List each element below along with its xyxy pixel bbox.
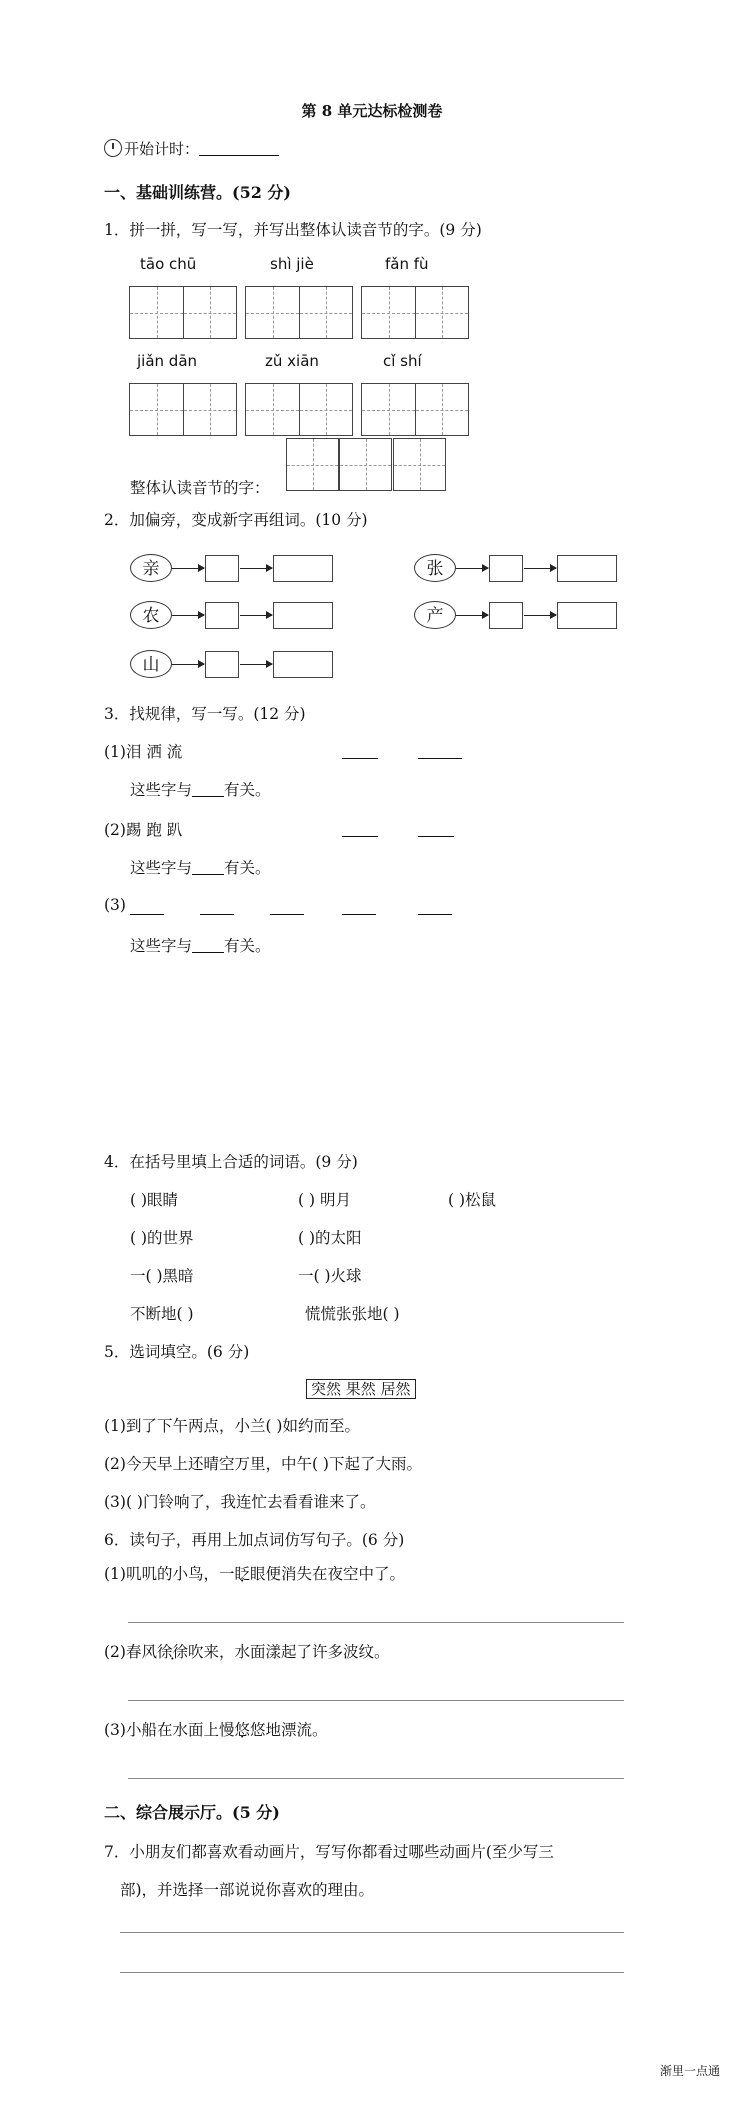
page-title: 第 8 单元达标检测卷	[301, 102, 443, 120]
q2-word-box[interactable]	[273, 651, 333, 678]
q6-s2-pre: (2)春风	[104, 1643, 157, 1661]
pinyin-6: cǐ shí	[383, 352, 422, 370]
q3-blank[interactable]	[418, 900, 452, 915]
pinyin-2: shì jiè	[270, 255, 314, 273]
q3-rel-pre: 这些字与	[130, 781, 193, 799]
q3-blank[interactable]	[342, 822, 378, 837]
q4-prompt: 4．在括号里填上合适的词语。(9 分)	[104, 1153, 358, 1171]
q4-item[interactable]: ( ) 明月	[298, 1191, 351, 1209]
q3-rel-blank[interactable]	[192, 938, 224, 953]
timer-row	[104, 138, 279, 159]
q6-s1-pre: (1)叽叽的小鸟，	[104, 1565, 219, 1583]
whole-syllable-box[interactable]	[393, 438, 446, 491]
q2-word-box[interactable]	[557, 602, 617, 629]
footer-brand: 渐里一点通	[660, 2064, 721, 2078]
q2-prompt: 2．加偏旁，变成新字再组词。(10 分)	[104, 511, 368, 529]
q3-rel-post: 有关。	[224, 781, 271, 799]
q3-row-3: (3)	[104, 896, 126, 914]
q2-radical-box[interactable]	[205, 651, 239, 678]
whole-syllable-label: 整体认读音节的字：	[130, 479, 270, 497]
arrow-icon	[524, 615, 556, 616]
tianzige-1[interactable]	[129, 286, 237, 339]
q3-blank[interactable]	[418, 744, 462, 759]
q5-word-bank	[306, 1378, 416, 1399]
q6-sentence-1	[104, 1562, 405, 1584]
q3-blank[interactable]	[342, 900, 376, 915]
q2-char: 山	[130, 650, 172, 678]
pinyin-4: jiǎn dān	[137, 352, 198, 370]
q4-item[interactable]: 一( )火球	[298, 1267, 362, 1285]
q3-rel-pre: 这些字与	[130, 937, 193, 955]
answer-line[interactable]	[128, 1622, 624, 1623]
q3-rel-blank[interactable]	[192, 782, 224, 797]
q6-sentence-3	[104, 1718, 328, 1740]
q2-word-box[interactable]	[273, 602, 333, 629]
arrow-icon	[524, 568, 556, 569]
answer-line[interactable]	[120, 1932, 624, 1933]
q3-blank[interactable]	[270, 900, 304, 915]
answer-line[interactable]	[120, 1972, 624, 1973]
q3-rel-post: 有关。	[224, 937, 271, 955]
q2-radical-box[interactable]	[205, 602, 239, 629]
q6-prompt: 6．读句子，再用上加点词仿写句子。(6 分)	[104, 1531, 405, 1549]
q2-word-box[interactable]	[273, 555, 333, 582]
q4-item[interactable]: 不断地( )	[130, 1305, 194, 1323]
q3-prompt: 3．找规律，写一写。(12 分)	[104, 705, 306, 723]
q2-radical-box[interactable]	[205, 555, 239, 582]
arrow-icon	[456, 568, 488, 569]
answer-line[interactable]	[128, 1778, 624, 1779]
tianzige-2[interactable]	[245, 286, 353, 339]
q3-row-1	[104, 740, 182, 762]
q6-s3-post: 地漂流。	[265, 1721, 328, 1739]
arrow-icon	[240, 615, 272, 616]
pinyin-1: tāo chū	[140, 255, 197, 273]
section-2-heading: 二、综合展示厅。(5 分)	[104, 1803, 280, 1822]
arrow-icon	[172, 568, 204, 569]
arrow-icon	[172, 664, 204, 665]
q3-rel-3	[130, 934, 271, 956]
q1-prompt: 1．拼一拼，写一写，并写出整体认读音节的字。(9 分)	[104, 221, 482, 239]
q6-s1-dotted: 一眨眼	[218, 1565, 266, 1583]
q3-row-1-text: (1)泪 洒 流	[104, 743, 183, 761]
q7-line-1: 7．小朋友们都喜欢看动画片，写写你都看过哪些动画片(至少写三	[104, 1843, 554, 1861]
q3-blank[interactable]	[200, 900, 234, 915]
q4-item[interactable]: ( )松鼠	[448, 1191, 497, 1209]
q5-sentence-1[interactable]: (1)到了下午两点，小兰( )如约而至。	[104, 1417, 360, 1435]
q2-word-box[interactable]	[557, 555, 617, 582]
q3-blank[interactable]	[418, 822, 454, 837]
q3-rel-1	[130, 778, 271, 800]
q2-char: 亲	[130, 554, 172, 582]
tianzige-6[interactable]	[361, 383, 469, 436]
word-bank-box: 突然 果然 居然	[306, 1379, 416, 1399]
whole-syllable-box[interactable]	[339, 438, 392, 491]
q3-blank[interactable]	[342, 744, 378, 759]
q3-rel-post: 有关。	[224, 859, 271, 877]
arrow-icon	[240, 568, 272, 569]
q7-line-2: 部)，并选择一部说说你喜欢的理由。	[120, 1881, 375, 1899]
section-1-heading: 一、基础训练营。(52 分)	[104, 183, 291, 202]
q6-s3-dotted: 慢悠悠	[218, 1721, 266, 1739]
q6-s2-dotted: 徐徐	[156, 1643, 188, 1661]
q2-radical-box[interactable]	[489, 602, 523, 629]
q4-item[interactable]: ( )的太阳	[298, 1229, 362, 1247]
arrow-icon	[240, 664, 272, 665]
timer-blank[interactable]	[199, 141, 279, 156]
q5-sentence-2[interactable]: (2)今天早上还晴空万里，中午( )下起了大雨。	[104, 1455, 422, 1473]
tianzige-5[interactable]	[245, 383, 353, 436]
arrow-icon	[172, 615, 204, 616]
q2-radical-box[interactable]	[489, 555, 523, 582]
q5-sentence-3[interactable]: (3)( )门铃响了，我连忙去看看谁来了。	[104, 1493, 376, 1511]
tianzige-3[interactable]	[361, 286, 469, 339]
q3-row-2	[104, 818, 182, 840]
q3-rel-blank[interactable]	[192, 860, 224, 875]
q3-row-2-text: (2)踢 跑 趴	[104, 821, 183, 839]
q5-prompt: 5．选词填空。(6 分)	[104, 1343, 250, 1361]
q3-blank[interactable]	[130, 900, 164, 915]
whole-syllable-box[interactable]	[286, 438, 339, 491]
q4-item[interactable]: ( )的世界	[130, 1229, 194, 1247]
q6-s3-pre: (3)小船在水面上	[104, 1721, 219, 1739]
q6-sentence-2	[104, 1640, 390, 1662]
q4-item[interactable]: 慌慌张张地( )	[305, 1305, 400, 1323]
q2-char: 产	[414, 601, 456, 629]
q2-char: 农	[130, 601, 172, 629]
arrow-icon	[456, 615, 488, 616]
q4-item[interactable]: 一( )黑暗	[130, 1267, 194, 1285]
q6-s2-post: 吹来，水面漾起了许多波纹。	[187, 1643, 390, 1661]
q4-item[interactable]: ( )眼睛	[130, 1191, 179, 1209]
tianzige-4[interactable]	[129, 383, 237, 436]
pinyin-5: zǔ xiān	[265, 352, 319, 370]
q3-rel-pre: 这些字与	[130, 859, 193, 877]
pinyin-3: fǎn fù	[385, 255, 429, 273]
timer-label: 开始计时：	[124, 140, 200, 158]
q3-rel-2	[130, 856, 271, 878]
q2-char: 张	[414, 554, 456, 582]
answer-line[interactable]	[128, 1700, 624, 1701]
clock-icon	[104, 139, 122, 157]
q6-s1-post: 便消失在夜空中了。	[265, 1565, 405, 1583]
